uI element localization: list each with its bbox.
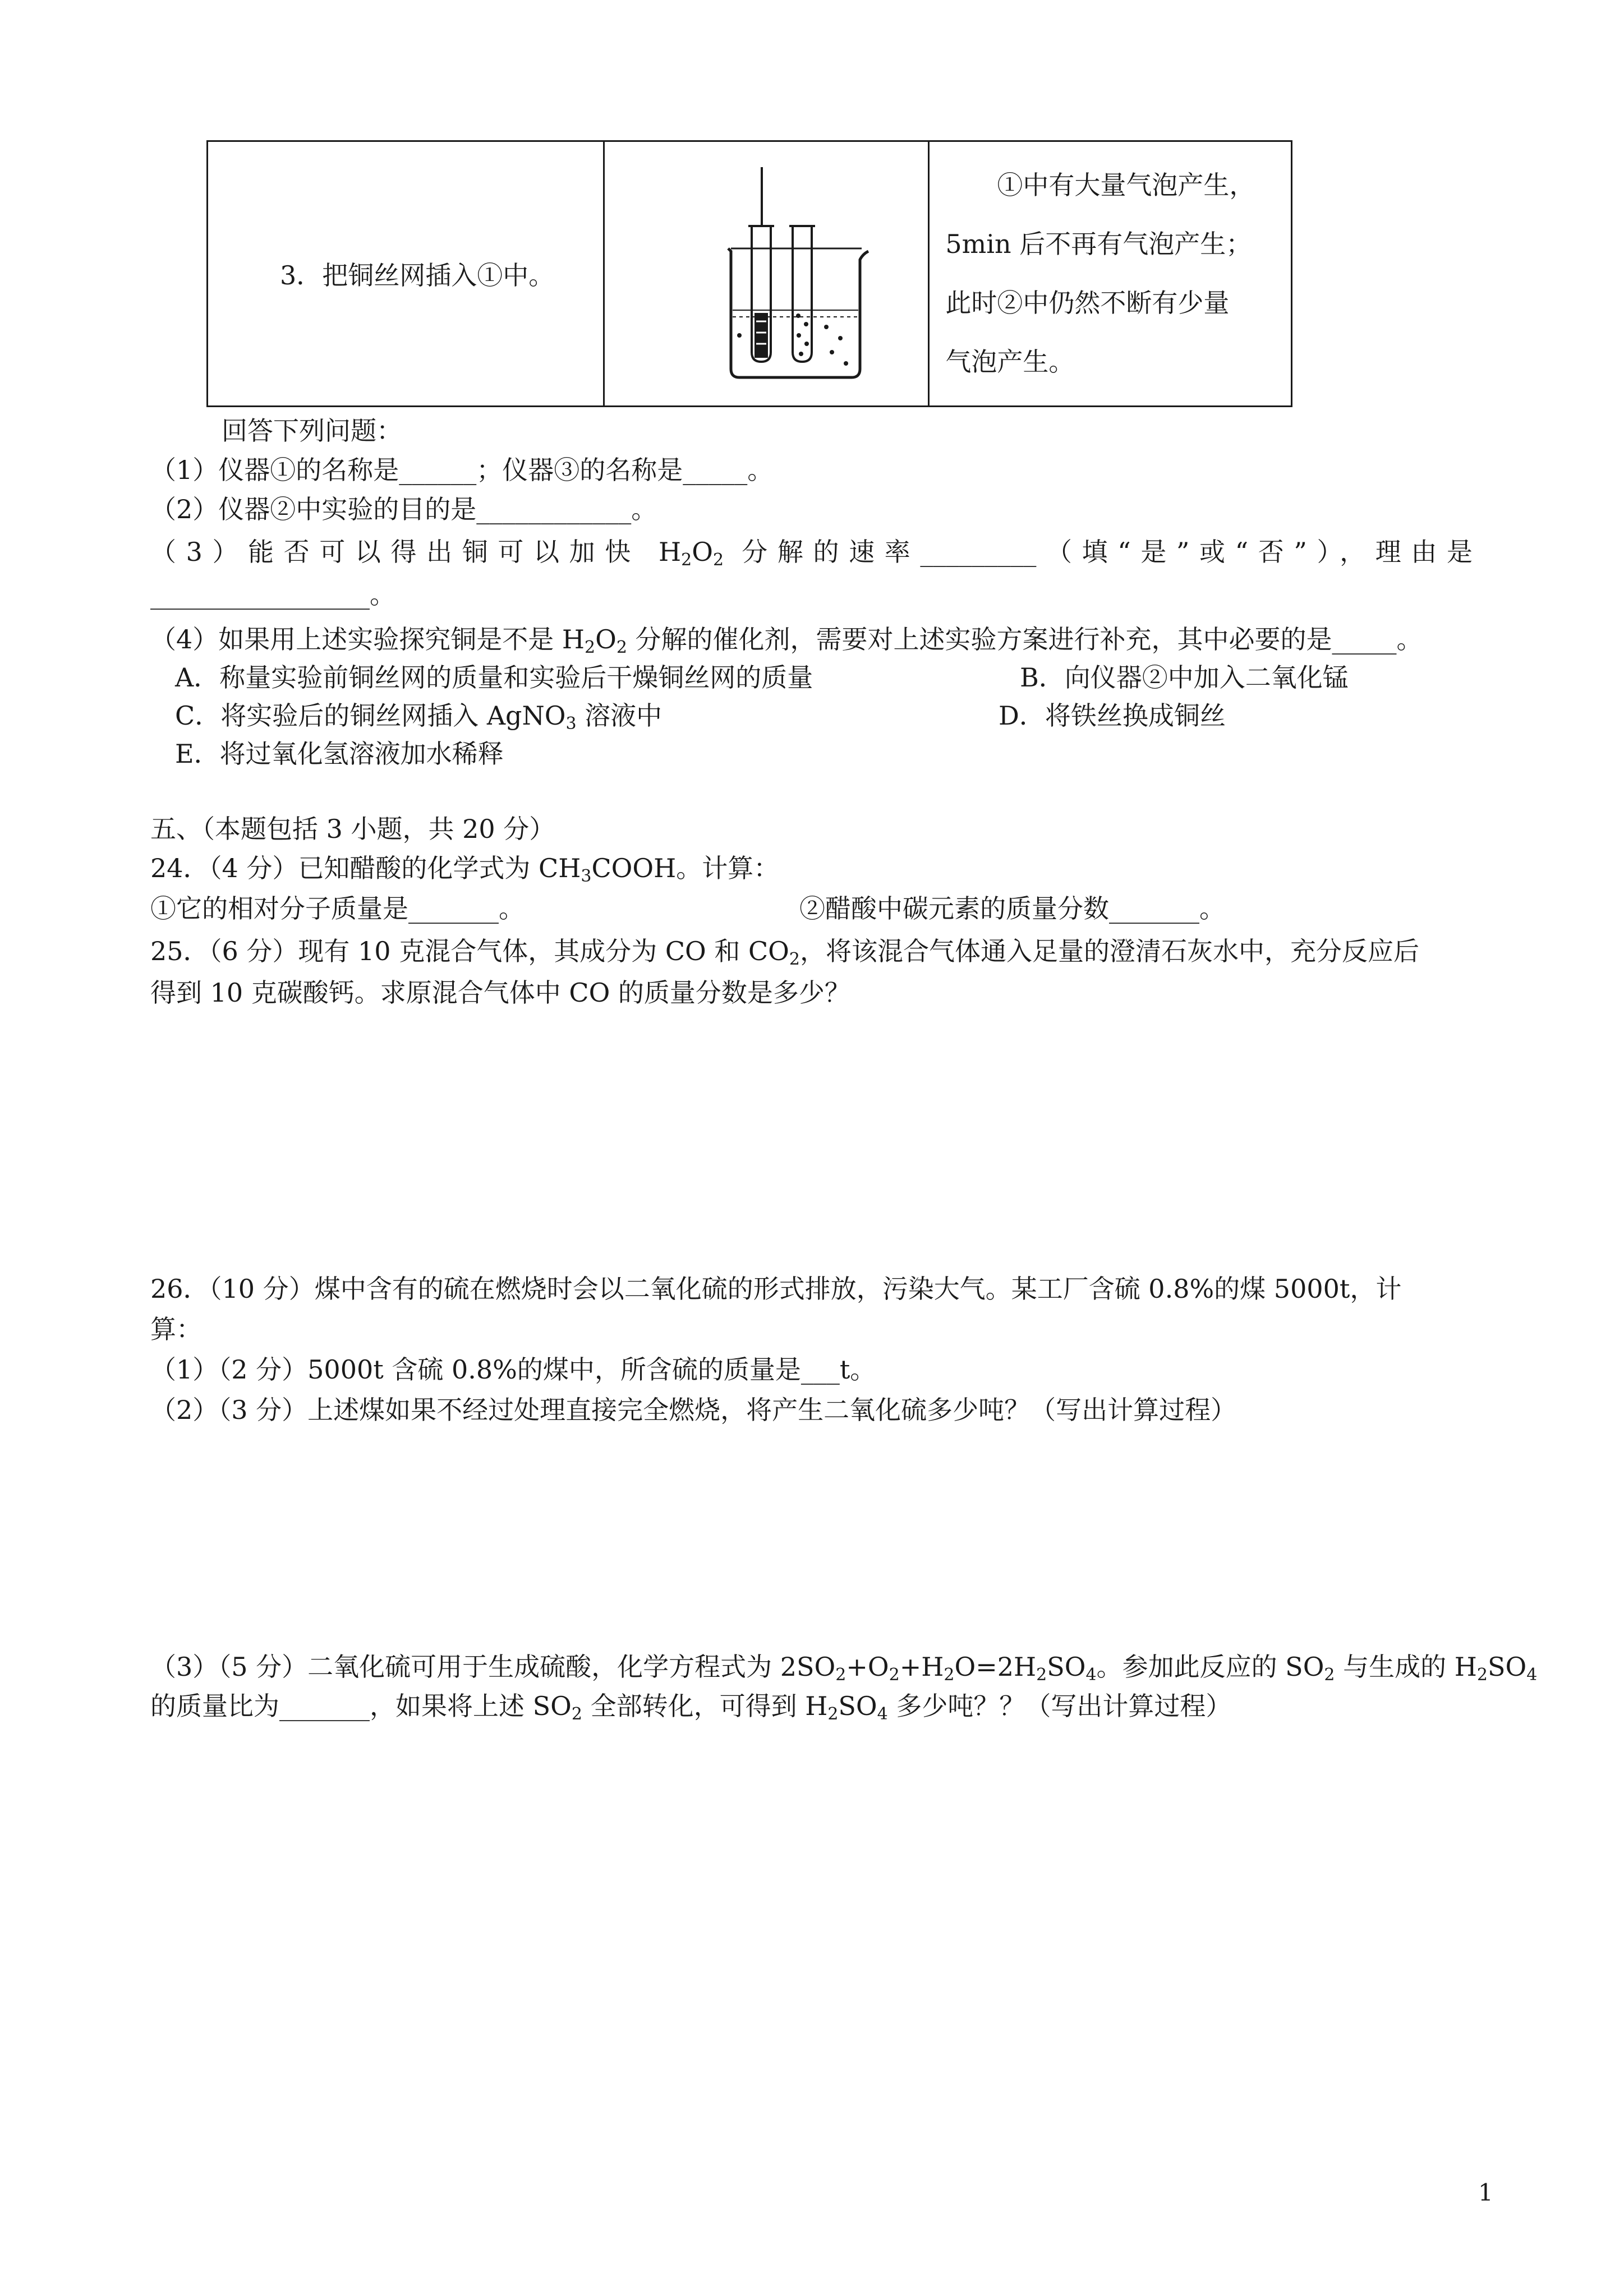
step-cell — [208, 141, 604, 407]
question-24-part-2: ②醋酸中碳元素的质量分数_______。 — [799, 893, 1225, 924]
option-a: A．称量实验前铜丝网的质量和实验后干燥铜丝网的质量 — [175, 662, 813, 693]
option-c: C．将实验后的铜丝网插入 AgNO$_3$ 溶液中 — [175, 700, 663, 734]
question-25-line-2: 得到 10 克碳酸钙。求原混合气体中 CO 的质量分数是多少？ — [150, 978, 850, 1008]
section-5-heading: 五、（本题包括 3 小题，共 20 分） — [150, 814, 555, 844]
question-4-stem: （4）如果用上述实验探究铜是不是 $H_2O_2$ 分解的催化剂，需要对上述实验方案进行补充，其中必要的是_____。 — [150, 624, 1423, 657]
table-row — [208, 141, 1292, 407]
question-26-sub-3-line-2: 的质量比为_______，如果将上述 $SO_2$ 全部转化，可得到 $H_2SO_4$ 多少吨？？（写出计算过程） — [150, 1691, 1232, 1724]
question-3-line-2: _________________。 — [150, 579, 395, 610]
option-b: B．向仪器②中加入二氧化锰 — [1020, 662, 1349, 693]
option-d: D．将铁丝换成铜丝 — [999, 700, 1226, 731]
observation-text — [930, 156, 1291, 391]
option-e: E．将过氧化氢溶液加水稀释 — [175, 739, 504, 769]
step-text: 3．把铜丝网插入①中。 — [280, 260, 555, 291]
apparatus-cell — [604, 141, 929, 407]
observation-line: 气泡产生。 — [945, 347, 1075, 377]
question-1: （1）仪器①的名称是______；仪器③的名称是_____。 — [150, 455, 774, 485]
question-24-part-1: ①它的相对分子质量是_______。 — [150, 893, 525, 924]
question-26-line-2: 算： — [150, 1314, 202, 1344]
observation-line: ①中有大量气泡产生， — [997, 170, 1255, 200]
observation-line: 5min 后不再有气泡产生； — [945, 229, 1252, 259]
question-26-sub-3-line-1: （3）（5 分）二氧化硫可用于生成硫酸，化学方程式为 $2SO_2+O_2+H_2O=2H_2SO_4$。参加此反应的 $SO_2$ 与生成的 $H_2SO_4$ — [150, 1652, 1538, 1685]
question-26-line-1: 26．（10 分）煤中含有的硫在燃烧时会以二氧化硫的形式排放，污染大气。某工厂含硫 0.8%的煤 5000t，计 — [150, 1274, 1402, 1304]
question-3-line-1: （3）能否可以得出铜可以加快 $H_2O_2$ 分解的速率_________（填“是”或“否”），理由是 — [150, 537, 1473, 570]
question-24-stem: 24．（4 分）已知醋酸的化学式为 $CH_3COOH$。计算： — [150, 853, 780, 886]
beaker-test-tubes-figure — [605, 142, 928, 403]
question-2: （2）仪器②中实验的目的是____________。 — [150, 494, 657, 524]
answer-intro: 回答下列问题： — [222, 416, 402, 446]
question-26-sub-2: （2）（3 分）上述煤如果不经过处理直接完全燃烧，将产生二氧化硫多少吨？（写出计算过程） — [150, 1395, 1237, 1425]
observation-cell — [929, 141, 1292, 407]
question-25-line-1: 25．（6 分）现有 10 克混合气体，其成分为 CO 和 $CO_2$，将该混合气体通入足量的澄清石灰水中，充分反应后 — [150, 936, 1419, 969]
observation-line: 此时②中仍然不断有少量 — [945, 288, 1230, 318]
question-26-sub-1: （1）（2 分）5000t 含硫 0.8%的煤中，所含硫的质量是___t。 — [150, 1354, 876, 1385]
page-number: 1 — [1478, 2179, 1493, 2206]
experiment-table — [206, 140, 1292, 407]
